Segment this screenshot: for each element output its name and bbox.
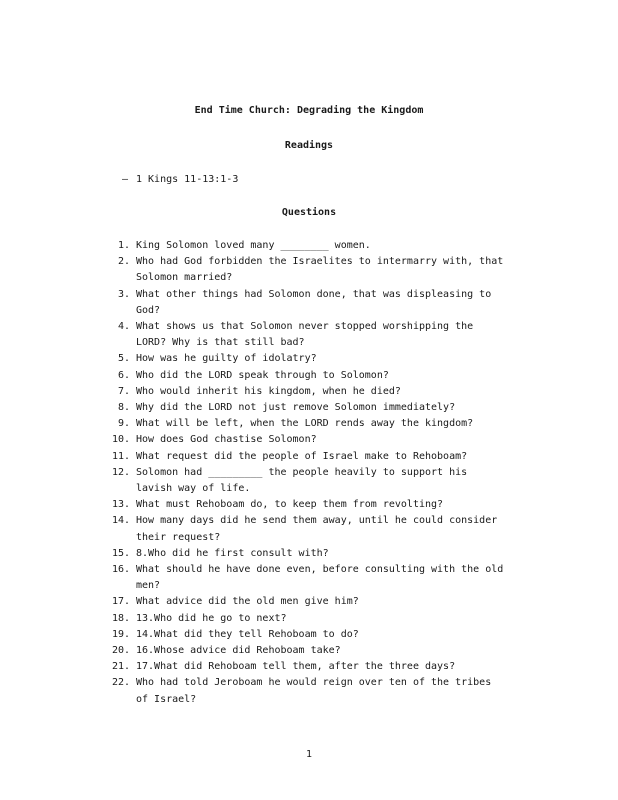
question-item (108, 594, 508, 610)
question-number: 11. (111, 450, 130, 462)
question-item (108, 416, 508, 432)
question-item (108, 465, 508, 497)
question-number: 2. (117, 256, 130, 268)
question-number: 19. (111, 628, 130, 640)
question-number: 22. (111, 677, 130, 689)
question-text: How does God chastise Solomon? (136, 434, 317, 446)
question-number: 17. (111, 596, 130, 608)
questions-list (108, 238, 508, 708)
question-text: What will be left, when the LORD rends away the kingdom? (136, 418, 474, 430)
reading-text: 1 Kings 11-13:1-3 (136, 174, 239, 185)
question-text: 16.Whose advice did Rehoboam take? (136, 645, 341, 657)
question-text: 14.What did they tell Rehoboam to do? (136, 628, 359, 640)
question-text: Who had God forbidden the Israelites to intermarry with, that Solomon married? (136, 256, 504, 284)
question-text: King Solomon loved many ________ women. (136, 240, 371, 251)
question-text: 8.Who did he first consult with? (136, 547, 329, 559)
question-text: What other things had Solomon done, that was displeasing to God? (136, 288, 492, 316)
question-item (108, 611, 508, 627)
question-text: Who had told Jeroboam he would reign over ten of the tribes of Israel? (136, 677, 492, 705)
question-text: Solomon had _________ the people heavily to support his lavish way of life. (136, 466, 468, 495)
question-number: 1. (117, 240, 130, 251)
question-number: 18. (111, 612, 130, 624)
question-item (108, 254, 508, 286)
question-item (108, 238, 508, 254)
readings-list (122, 173, 238, 187)
question-text: What request did the people of Israel make to Rehoboam? (136, 450, 468, 462)
question-number: 4. (117, 321, 130, 333)
question-item (108, 546, 508, 562)
readings-heading: Readings (284, 140, 334, 151)
question-item (108, 368, 508, 384)
question-text: What shows us that Solomon never stopped worshipping the LORD? Why is that still bad? (136, 321, 474, 349)
question-number: 20. (111, 645, 130, 657)
question-item (108, 400, 508, 416)
question-number: 9. (117, 418, 130, 430)
question-text: How many days did he send them away, until he could consider their request? (136, 515, 498, 543)
question-item (108, 513, 508, 545)
question-item (108, 627, 508, 643)
question-number: 6. (117, 369, 130, 381)
question-number: 12. (111, 466, 130, 478)
document-title: End Time Church: Degrading the Kingdom (194, 105, 424, 116)
question-number: 3. (117, 288, 130, 300)
page-number: 1 (305, 749, 313, 760)
question-text: Who did the LORD speak through to Solomon? (136, 369, 389, 381)
question-text: What advice did the old men give him? (136, 596, 359, 608)
question-text: Why did the LORD not just remove Solomon immediately? (136, 402, 456, 414)
question-text: 13.Who did he go to next? (136, 612, 287, 624)
question-item (108, 351, 508, 367)
question-text: 17.What did Rehoboam tell them, after the three days? (136, 661, 456, 673)
question-item (108, 449, 508, 465)
question-number: 10. (111, 434, 130, 446)
question-number: 7. (117, 385, 130, 397)
question-number: 21. (111, 661, 130, 673)
question-number: 13. (111, 499, 130, 511)
question-text: Who would inherit his kingdom, when he died? (136, 385, 401, 397)
question-item (108, 432, 508, 448)
question-number: 16. (111, 564, 130, 576)
question-text: What should he have done even, before consulting with the old men? (136, 564, 504, 592)
question-item (108, 319, 508, 351)
questions-heading: Questions (281, 207, 337, 218)
question-item (108, 659, 508, 675)
question-item (108, 562, 508, 594)
reading-bullet: – (122, 174, 129, 185)
question-number: 8. (117, 402, 130, 414)
question-text: What must Rehoboam do, to keep them from revolting? (136, 499, 444, 511)
question-item (108, 384, 508, 400)
question-number: 5. (117, 353, 130, 365)
reading-item (122, 173, 238, 187)
question-number: 15. (111, 547, 130, 559)
question-item (108, 287, 508, 319)
question-number: 14. (111, 515, 130, 527)
question-text: How was he guilty of idolatry? (136, 353, 317, 365)
question-item (108, 643, 508, 659)
question-item (108, 675, 508, 707)
question-item (108, 497, 508, 513)
